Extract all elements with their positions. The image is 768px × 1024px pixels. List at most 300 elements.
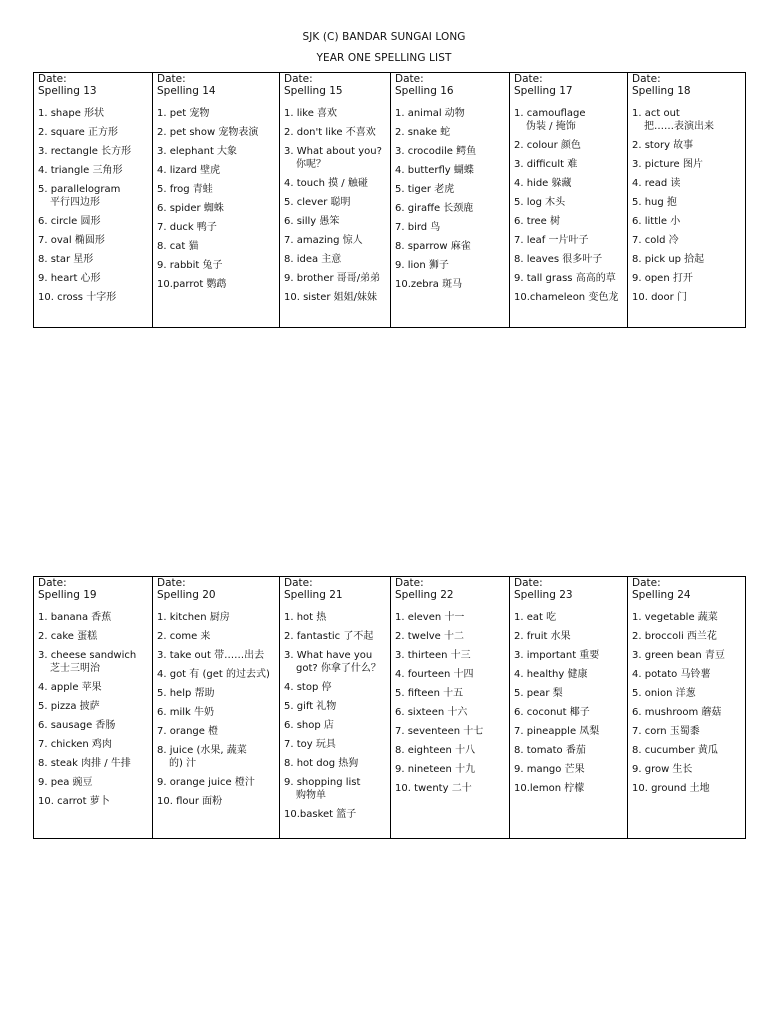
spelling-table-2 (33, 576, 746, 839)
word-item (632, 108, 741, 133)
word-text: 8. star 星形 (38, 254, 94, 265)
word-text: 9. shopping list (284, 777, 361, 788)
spelling-heading: Spelling 14 (157, 85, 216, 97)
word-text: 8. tomato 番茄 (514, 745, 586, 756)
word-item (157, 612, 275, 624)
word-text: 3. thirteen 十三 (395, 650, 471, 661)
word-item (38, 108, 148, 120)
word-item (514, 197, 623, 209)
word-text: 3. difficult 难 (514, 159, 578, 170)
word-list (514, 108, 623, 304)
word-text: 5. frog 青蛙 (157, 184, 213, 195)
word-list (395, 108, 505, 291)
spelling-heading: Spelling 20 (157, 589, 216, 601)
word-text: 6. sausage 香肠 (38, 720, 116, 731)
word-item (284, 631, 386, 643)
date-label: Date: (632, 73, 661, 85)
word-text: 8. hot dog 热狗 (284, 758, 359, 769)
word-text: 2. square 正方形 (38, 127, 118, 138)
word-text: 6. coconut 椰子 (514, 707, 590, 718)
word-item (514, 292, 623, 304)
word-item (632, 707, 741, 719)
word-list (284, 108, 386, 304)
word-item (395, 203, 505, 215)
word-text: 10.basket 篮子 (284, 809, 357, 820)
word-item (395, 279, 505, 291)
word-text: 6. circle 圆形 (38, 216, 101, 227)
word-text: 1. act out (632, 108, 680, 119)
word-item (395, 707, 505, 719)
word-item (514, 726, 623, 738)
word-text: 10.chameleon 变色龙 (514, 292, 619, 303)
word-text: 5. pear 梨 (514, 688, 563, 699)
word-item (514, 669, 623, 681)
word-item (284, 777, 386, 802)
word-text: 10. door 门 (632, 292, 687, 303)
word-item (632, 235, 741, 247)
word-item (395, 745, 505, 757)
word-text: 3. take out 带……出去 (157, 650, 265, 661)
word-text: 10. carrot 萝卜 (38, 796, 110, 807)
spelling-heading: Spelling 23 (514, 589, 573, 601)
word-item (395, 184, 505, 196)
word-text: 2. broccoli 西兰花 (632, 631, 717, 642)
word-item (284, 758, 386, 770)
word-text: 9. nineteen 十九 (395, 764, 476, 775)
word-item (157, 669, 275, 681)
spelling-heading: Spelling 22 (395, 589, 454, 601)
word-text: 1. eleven 十一 (395, 612, 465, 623)
spelling-heading: Spelling 19 (38, 589, 97, 601)
spelling-heading: Spelling 24 (632, 589, 691, 601)
word-list (157, 108, 275, 291)
word-item (157, 726, 275, 738)
spelling-row (34, 577, 746, 839)
spelling-cell (34, 73, 153, 328)
word-item (514, 140, 623, 152)
word-item (157, 222, 275, 234)
spelling-cell (280, 577, 391, 839)
word-item (632, 254, 741, 266)
word-item (395, 127, 505, 139)
word-item (632, 631, 741, 643)
word-item (38, 631, 148, 643)
word-text: 8. juice (水果, 蔬菜 (157, 745, 247, 756)
word-item (38, 720, 148, 732)
word-text: 5. onion 洋葱 (632, 688, 696, 699)
word-text: 5. log 木头 (514, 197, 566, 208)
word-text: 4. apple 苹果 (38, 682, 102, 693)
word-item (514, 650, 623, 662)
word-item (284, 254, 386, 266)
spelling-cell (510, 73, 628, 328)
word-text: 2. don't like 不喜欢 (284, 127, 376, 138)
word-text: 10. flour 面粉 (157, 796, 223, 807)
word-item (157, 279, 275, 291)
spelling-cell (153, 577, 280, 839)
word-text: 7. cold 冷 (632, 235, 679, 246)
word-item (157, 146, 275, 158)
word-item (395, 612, 505, 624)
date-label: Date: (514, 73, 543, 85)
word-text: 3. cheese sandwich (38, 650, 137, 661)
word-text: 5. clever 聪明 (284, 197, 351, 208)
word-item (284, 739, 386, 751)
spelling-heading: Spelling 17 (514, 85, 573, 97)
word-text: 10. twenty 二十 (395, 783, 472, 794)
word-item (514, 688, 623, 700)
date-label: Date: (395, 73, 424, 85)
word-text: 1. animal 动物 (395, 108, 465, 119)
spelling-heading: Spelling 15 (284, 85, 343, 97)
word-text: 3. What about you? (284, 146, 382, 157)
word-text: 2. fruit 水果 (514, 631, 571, 642)
word-text: 10. ground 土地 (632, 783, 710, 794)
word-item (514, 764, 623, 776)
word-item (38, 796, 148, 808)
spelling-cell (391, 577, 510, 839)
word-text: 4. potato 马铃薯 (632, 669, 711, 680)
word-text: 3. elephant 大象 (157, 146, 238, 157)
word-item (395, 631, 505, 643)
word-item (157, 127, 275, 139)
word-item (38, 273, 148, 285)
word-item (395, 650, 505, 662)
word-text: 7. toy 玩具 (284, 739, 336, 750)
word-translation-continued: 把……表演出来 (644, 121, 714, 132)
word-item (284, 127, 386, 139)
word-item (284, 809, 386, 821)
word-item (395, 669, 505, 681)
word-item (395, 688, 505, 700)
word-item (284, 178, 386, 190)
word-text: 7. corn 玉蜀黍 (632, 726, 700, 737)
word-item (157, 165, 275, 177)
word-text: 10.lemon 柠檬 (514, 783, 585, 794)
spelling-heading: Spelling 18 (632, 85, 691, 97)
word-text: 10.zebra 斑马 (395, 279, 463, 290)
word-text: 6. giraffe 长颈鹿 (395, 203, 474, 214)
spelling-heading: Spelling 16 (395, 85, 454, 97)
word-item (284, 273, 386, 285)
word-item (38, 235, 148, 247)
word-text: 5. hug 抱 (632, 197, 677, 208)
word-text: 8. cat 猫 (157, 241, 199, 252)
word-text: 7. chicken 鸡肉 (38, 739, 112, 750)
word-text: 6. little 小 (632, 216, 681, 227)
word-item (514, 254, 623, 266)
word-item (514, 745, 623, 757)
word-item (157, 241, 275, 253)
date-label: Date: (395, 577, 424, 589)
word-text: 8. sparrow 麻雀 (395, 241, 471, 252)
word-item (284, 701, 386, 713)
word-item (632, 140, 741, 152)
word-item (284, 235, 386, 247)
word-text: 5. pizza 披萨 (38, 701, 100, 712)
word-item (632, 216, 741, 228)
word-text: 7. amazing 惊人 (284, 235, 363, 246)
spelling-cell (153, 73, 280, 328)
word-item (395, 726, 505, 738)
word-text: 6. spider 蜘蛛 (157, 203, 224, 214)
word-item (395, 260, 505, 272)
word-item (514, 612, 623, 624)
word-list (157, 612, 275, 808)
word-item (284, 197, 386, 209)
word-item (157, 777, 275, 789)
spelling-heading: Spelling 13 (38, 85, 97, 97)
word-text: 3. important 重要 (514, 650, 600, 661)
spelling-cell (510, 577, 628, 839)
word-translation-continued: 的) 汁 (169, 758, 197, 769)
word-text: 2. story 故事 (632, 140, 694, 151)
word-text: 6. milk 牛奶 (157, 707, 214, 718)
word-item (632, 612, 741, 624)
word-item (632, 273, 741, 285)
word-text: 4. touch 摸 / 触碰 (284, 178, 368, 189)
word-translation-continued: 平行四边形 (50, 197, 100, 208)
word-item (38, 292, 148, 304)
word-text: 3. green bean 青豆 (632, 650, 725, 661)
word-text: 3. picture 图片 (632, 159, 703, 170)
word-item (38, 612, 148, 624)
spelling-heading: Spelling 21 (284, 589, 343, 601)
word-item (514, 783, 623, 795)
word-item (632, 197, 741, 209)
word-list (38, 108, 148, 304)
word-text: 4. hide 躲藏 (514, 178, 572, 189)
word-item (514, 235, 623, 247)
word-text: 10. cross 十字形 (38, 292, 117, 303)
word-text: 5. tiger 老虎 (395, 184, 455, 195)
word-item (514, 216, 623, 228)
word-text: 2. colour 颜色 (514, 140, 581, 151)
word-item (514, 631, 623, 643)
word-text: 2. twelve 十二 (395, 631, 464, 642)
word-text: 8. leaves 很多叶子 (514, 254, 603, 265)
word-item (38, 216, 148, 228)
word-item (157, 745, 275, 770)
spelling-cell (391, 73, 510, 328)
word-item (38, 254, 148, 266)
word-list (514, 612, 623, 795)
word-translation-continued: 购物单 (296, 790, 326, 801)
date-label: Date: (284, 73, 313, 85)
word-text: 3. rectangle 长方形 (38, 146, 132, 157)
word-translation-continued: 伪装 / 掩饰 (526, 121, 576, 132)
word-text: 9. mango 芒果 (514, 764, 585, 775)
word-item (38, 758, 148, 770)
word-text: 8. idea 主意 (284, 254, 342, 265)
word-item (38, 682, 148, 694)
word-text: 3. crocodile 鳄鱼 (395, 146, 477, 157)
word-text: 6. mushroom 蘑菇 (632, 707, 722, 718)
word-text: 9. tall grass 高高的草 (514, 273, 616, 284)
word-item (284, 216, 386, 228)
word-text: 8. cucumber 黄瓜 (632, 745, 718, 756)
word-text: 2. pet show 宠物表演 (157, 127, 259, 138)
word-text: 6. tree 树 (514, 216, 561, 227)
word-text: 1. camouflage (514, 108, 586, 119)
word-text: 7. duck 鸭子 (157, 222, 217, 233)
word-text: 2. fantastic 了不起 (284, 631, 374, 642)
word-item (157, 260, 275, 272)
word-text: 7. pineapple 凤梨 (514, 726, 600, 737)
date-label: Date: (38, 73, 67, 85)
word-item (284, 650, 386, 675)
word-item (632, 726, 741, 738)
word-text: 5. parallelogram (38, 184, 121, 195)
word-item (632, 159, 741, 171)
word-text: 1. hot 热 (284, 612, 327, 623)
word-text: 7. seventeen 十七 (395, 726, 484, 737)
spelling-table-1 (33, 72, 746, 328)
word-translation-continued: 芝士三明治 (50, 663, 100, 674)
word-item (632, 764, 741, 776)
word-text: 1. vegetable 蔬菜 (632, 612, 718, 623)
word-item (157, 650, 275, 662)
spelling-cell (280, 73, 391, 328)
word-item (395, 146, 505, 158)
word-item (38, 184, 148, 209)
word-text: 1. pet 宠物 (157, 108, 210, 119)
word-text: 9. rabbit 兔子 (157, 260, 223, 271)
word-item (38, 165, 148, 177)
word-text: 9. grow 生长 (632, 764, 693, 775)
document-title: YEAR ONE SPELLING LIST (316, 52, 452, 64)
word-item (514, 273, 623, 285)
word-item (395, 241, 505, 253)
word-text: 7. orange 橙 (157, 726, 219, 737)
spelling-cell (628, 73, 746, 328)
word-item (514, 159, 623, 171)
word-text: 5. gift 礼物 (284, 701, 337, 712)
word-text: 9. heart 心形 (38, 273, 101, 284)
word-text: 1. eat 吃 (514, 612, 557, 623)
word-text: 7. bird 鸟 (395, 222, 441, 233)
word-item (157, 796, 275, 808)
word-text: 8. steak 肉排 / 牛排 (38, 758, 131, 769)
word-item (284, 682, 386, 694)
word-text: 4. stop 停 (284, 682, 332, 693)
word-item (157, 707, 275, 719)
word-item (632, 745, 741, 757)
word-text: 9. brother 哥哥/弟弟 (284, 273, 381, 284)
word-item (632, 669, 741, 681)
word-item (514, 108, 623, 133)
word-text: 4. got 有 (get 的过去式) (157, 669, 270, 680)
spelling-row (34, 73, 746, 328)
word-item (157, 688, 275, 700)
word-item (38, 701, 148, 713)
date-label: Date: (38, 577, 67, 589)
word-item (395, 165, 505, 177)
word-item (38, 146, 148, 158)
word-item (632, 688, 741, 700)
word-item (38, 777, 148, 789)
word-text: 1. kitchen 厨房 (157, 612, 230, 623)
word-text: 5. help 帮助 (157, 688, 215, 699)
word-text: 7. oval 椭圆形 (38, 235, 105, 246)
word-item (632, 650, 741, 662)
word-translation-continued: got? 你拿了什么？ (296, 663, 381, 674)
word-text: 10.parrot 鹦鹉 (157, 279, 227, 290)
word-item (632, 292, 741, 304)
word-text: 9. pea 豌豆 (38, 777, 93, 788)
word-text: 1. banana 香蕉 (38, 612, 112, 623)
word-text: 6. silly 愚笨 (284, 216, 340, 227)
word-text: 4. fourteen 十四 (395, 669, 474, 680)
word-text: 2. come 来 (157, 631, 211, 642)
word-item (395, 783, 505, 795)
word-translation-continued: 你呢？ (296, 159, 326, 170)
word-item (157, 631, 275, 643)
word-text: 4. read 读 (632, 178, 681, 189)
word-text: 2. snake 蛇 (395, 127, 451, 138)
date-label: Date: (632, 577, 661, 589)
word-text: 4. butterfly 蝴蝶 (395, 165, 474, 176)
word-item (632, 178, 741, 190)
word-text: 6. shop 店 (284, 720, 334, 731)
word-text: 4. triangle 三角形 (38, 165, 123, 176)
word-text: 9. orange juice 橙汁 (157, 777, 255, 788)
word-text: 9. lion 狮子 (395, 260, 449, 271)
word-text: 7. leaf 一片叶子 (514, 235, 589, 246)
word-item (514, 707, 623, 719)
word-item (632, 783, 741, 795)
word-item (284, 146, 386, 171)
date-label: Date: (157, 73, 186, 85)
word-text: 1. shape 形状 (38, 108, 105, 119)
word-item (514, 178, 623, 190)
word-item (157, 108, 275, 120)
word-item (38, 127, 148, 139)
word-item (284, 292, 386, 304)
word-list (284, 612, 386, 821)
spelling-cell (34, 577, 153, 839)
word-item (38, 739, 148, 751)
word-text: 3. What have you (284, 650, 373, 661)
word-item (395, 108, 505, 120)
word-text: 9. open 打开 (632, 273, 693, 284)
word-item (284, 720, 386, 732)
date-label: Date: (514, 577, 543, 589)
word-list (38, 612, 148, 808)
word-list (632, 612, 741, 795)
word-text: 6. sixteen 十六 (395, 707, 468, 718)
word-item (157, 203, 275, 215)
word-text: 2. cake 蛋糕 (38, 631, 98, 642)
word-item (395, 222, 505, 234)
date-label: Date: (284, 577, 313, 589)
word-item (284, 612, 386, 624)
word-text: 5. fifteen 十五 (395, 688, 464, 699)
word-text: 4. lizard 壁虎 (157, 165, 221, 176)
word-text: 8. eighteen 十八 (395, 745, 476, 756)
word-text: 4. healthy 健康 (514, 669, 588, 680)
word-list (632, 108, 741, 304)
word-item (395, 764, 505, 776)
school-name: SJK (C) BANDAR SUNGAI LONG (302, 31, 466, 43)
word-text: 1. like 喜欢 (284, 108, 338, 119)
spelling-cell (628, 577, 746, 839)
word-item (38, 650, 148, 675)
word-item (157, 184, 275, 196)
word-item (284, 108, 386, 120)
word-text: 10. sister 姐姐/妹妹 (284, 292, 378, 303)
date-label: Date: (157, 577, 186, 589)
